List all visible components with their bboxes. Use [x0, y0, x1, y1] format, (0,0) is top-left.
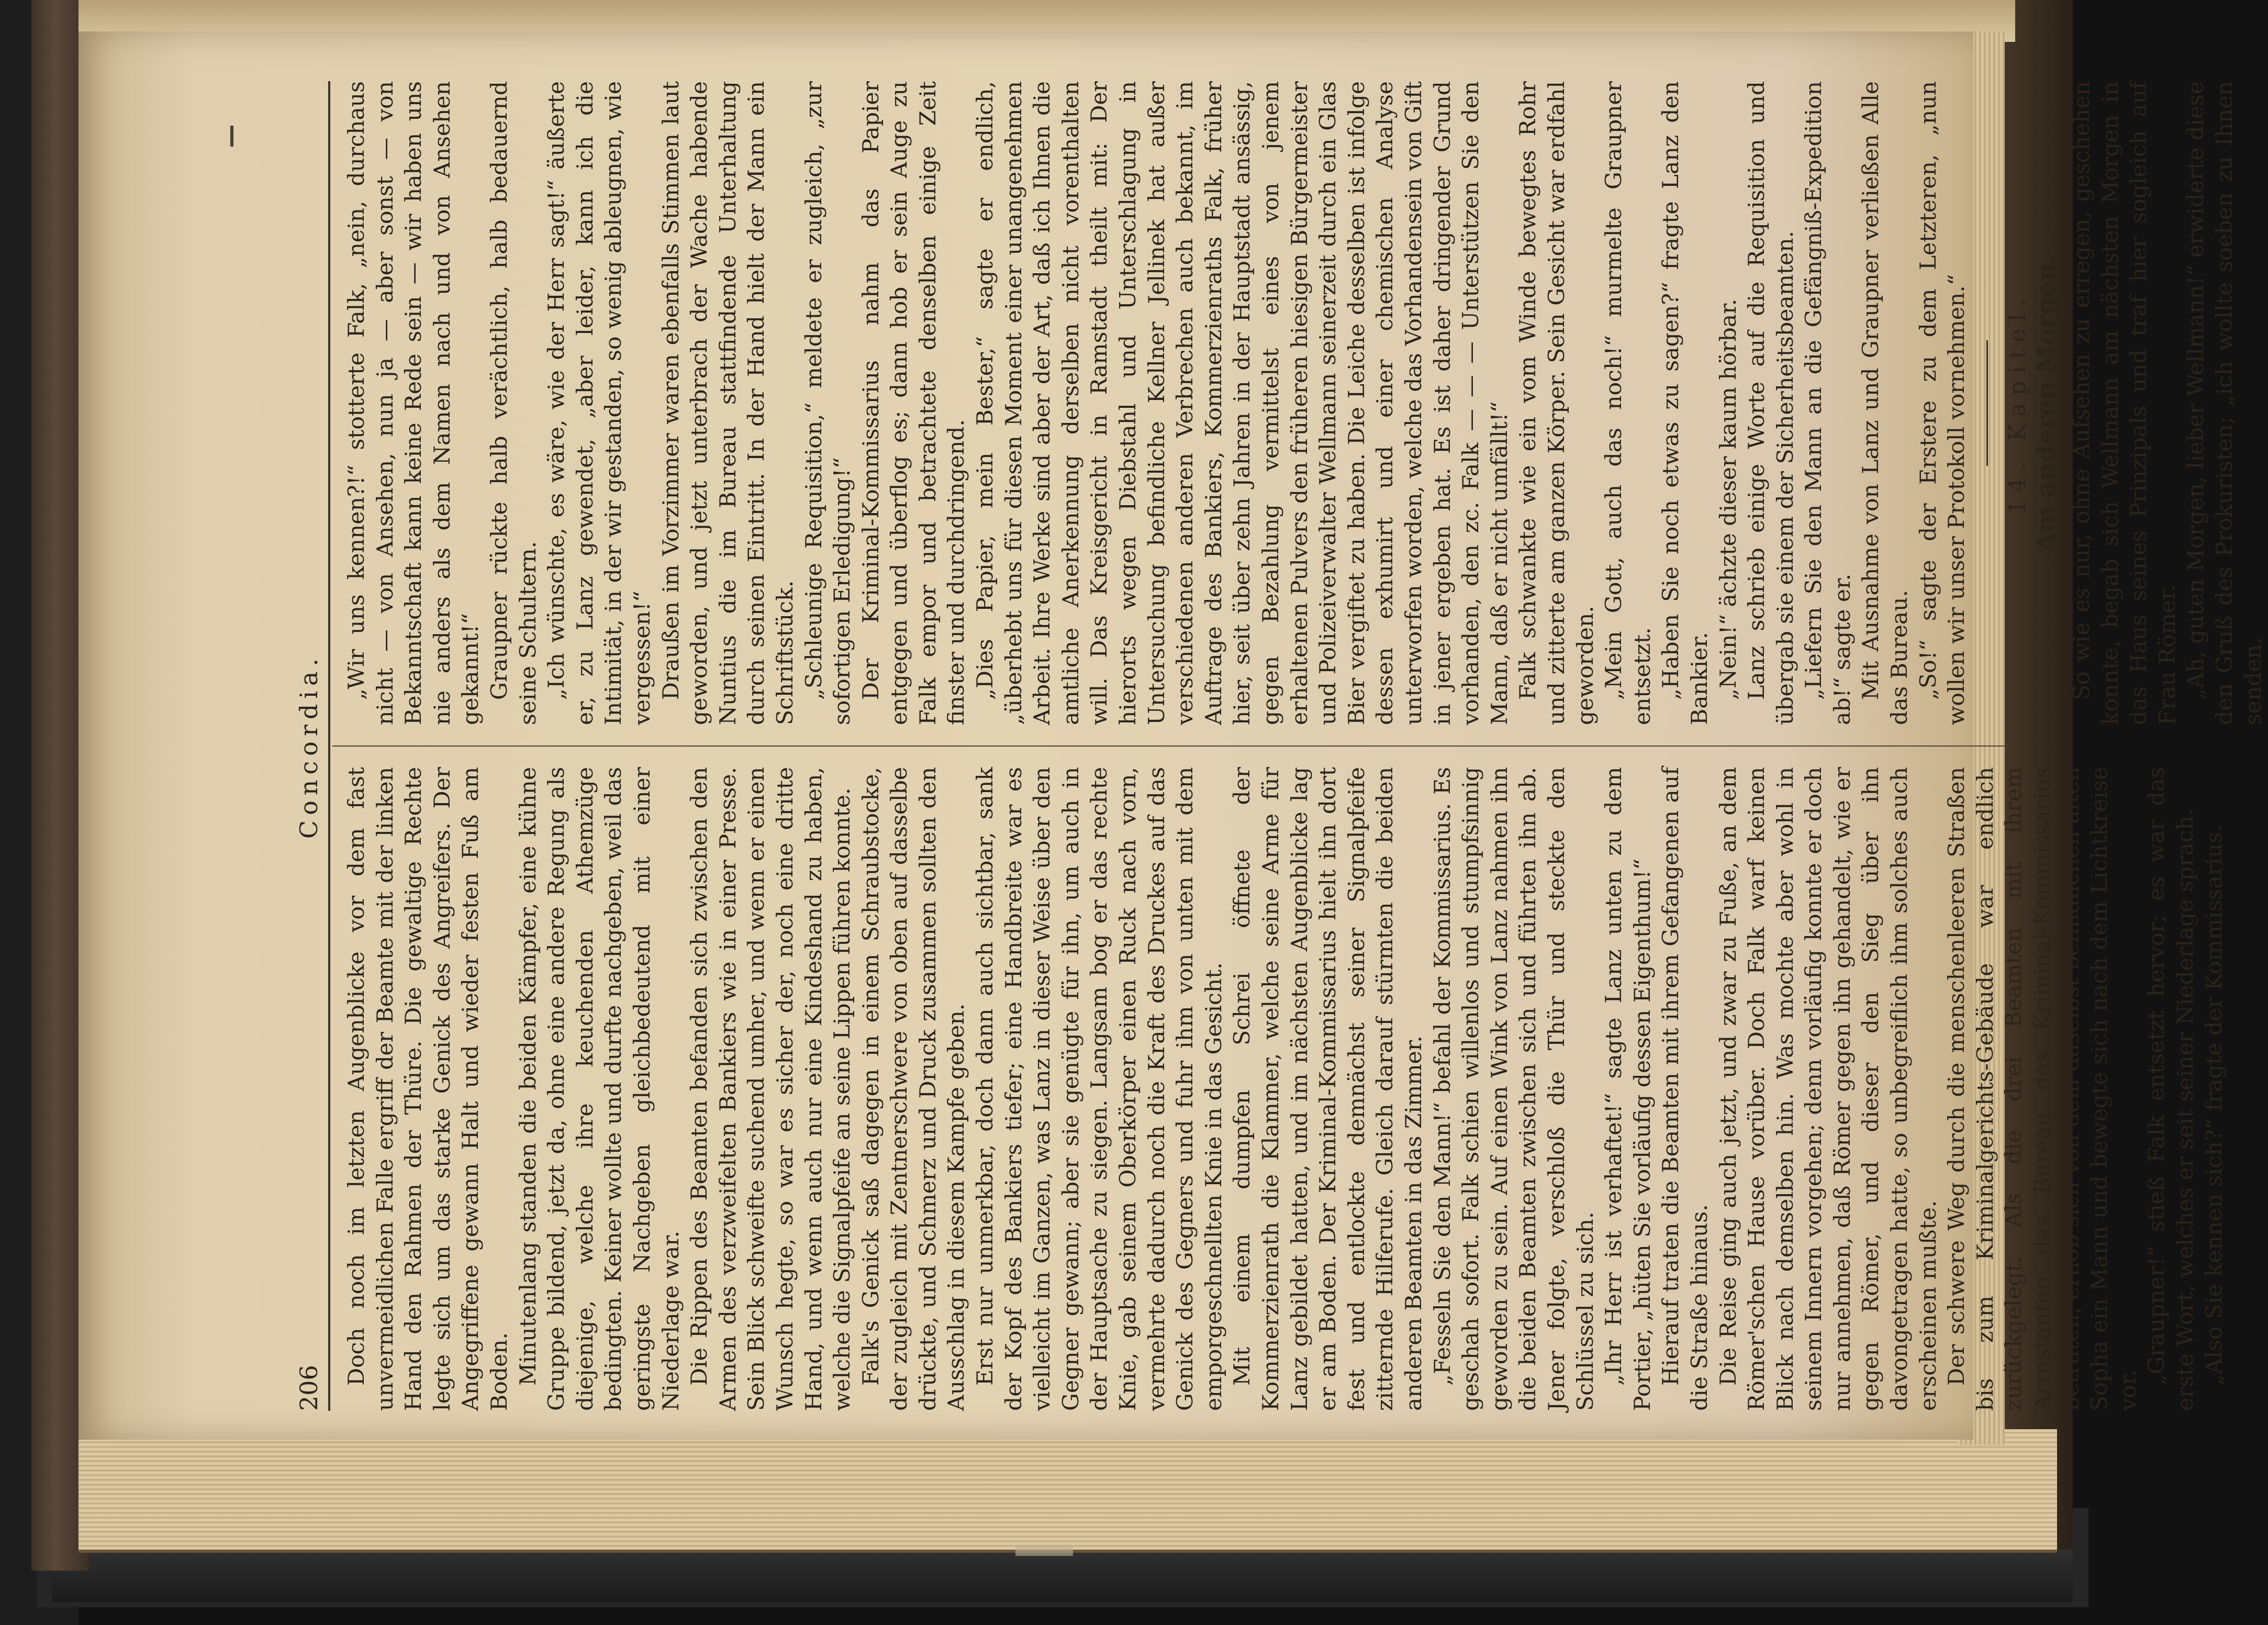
paragraph: Minutenlang standen die beiden Kämpfer, eine kühne Gruppe bildend, jetzt da, ohne eine andere Regung als diejenige, welche ihre keuchenden Athemzüge bedingten. Keiner wollte und durfte nachgeben, weil das geringste Nachgeben gleichbedeutend mit einer Niederlage war.: [515, 767, 684, 1411]
paragraph: „Also Sie kennen sich?“ fragte der Kommissarius.: [2201, 825, 2227, 1386]
paragraph: Hierauf traten die Beamten mit ihrem Gefangenen auf die Straße hinaus.: [1658, 767, 1713, 1411]
page-stack-edge: [79, 1429, 2057, 1553]
text-column-right: [343, 81, 2266, 725]
paragraph: Draußen im Vorzimmer waren ebenfalls Stimmen laut geworden, und jetzt unterbrach der Wache habende Nuntius die im Bureau stattfindende Unterhaltung durch seinen Eintritt. In der Hand hielt der Mann ein Schriftstück.: [658, 81, 798, 725]
paragraph: Der schwere Weg durch die menschenleeren Straßen bis zum Kriminalgerichts-Gebäude war endlich zurückgelegt. Als die drei Beamten mit ihrem Arrestanten das Bureau des Kriminal-Kommissarius betraten, erhob sich von dem daselbst befindlichen alten Sopha ein Mann und bewegte sich nach dem Lichtkreise vor.: [1944, 767, 2141, 1411]
paragraph: „Haben Sie noch etwas zu sagen?“ fragte Lanz den Bankier.: [1658, 81, 1713, 725]
header-rule: [328, 81, 330, 1411]
chapter-title: Am anderen Morgen.: [2031, 254, 2061, 552]
paragraph: „Schleunige Requisition,“ meldete er zugleich, „zur sofortigen Erledigung!“: [801, 81, 856, 725]
paragraph: Die Reise ging auch jetzt, und zwar zu Fuße, an dem Römer'schen Hause vorüber. Doch Falk warf keinen Blick nach demselben hin. Was mochte aber wohl in seinem Innern vorgehen; denn vorläufig konnte er doch nur annehmen, daß Römer gegen ihn gehandelt, wie er gegen Römer, und dieser den Sieg über ihn davongetragen hatte, so unbegreiflich ihm solches auch erscheinen mußte.: [1715, 767, 1941, 1411]
paragraph: Doch noch im letzten Augenblicke vor dem fast unvermeidlichen Falle ergriff der Beamte mit der linken Hand den Rahmen der Thüre. Die gewaltige Rechte legte sich um das starke Genick des Angreifers. Der Angegriffene gewann Halt und wieder festen Fuß am Boden.: [344, 767, 512, 1411]
paragraph: Mit Ausnahme von Lanz und Graupner verließen Alle das Bureau.: [1858, 81, 1913, 725]
column-divider: [332, 745, 2013, 747]
paragraph: „Dies Papier, mein Bester,“ sagte er endlich, „überhebt uns für diesen Moment einer unangenehmen Arbeit. Ihre Werke sind aber der Art, daß ich Ihnen die amtliche Anerkennung derselben nicht vorenthalten will. Das Kreisgericht in Ramstadt theilt mit: Der hierorts wegen Diebstahl und Unterschlagung in Untersuchung befindliche Kellner Jellinek hat außer verschiedenen anderen Verbrechen auch bekannt, im Auftrage des Bankiers, Kommerzienraths Falk, früher hier, seit über zehn Jahren in der Hauptstadt ansässig, gegen Bezahlung vermittelst eines von jenem erhaltenen Pulvers den früheren hiesigen Bürgermeister und Polizeiverwalter Wellmann seinerzeit durch ein Glas Bier vergiftet zu haben. Die Leiche desselben ist infolge dessen exhumirt und einer chemischen Analyse unterworfen worden, welche das Vorhandensein von Gift in jener ergeben hat. Es ist daher dringender Grund vorhanden, den zc. Falk — — — Unterstützen Sie den Mann, daß er nicht umfällt!“: [973, 81, 1513, 725]
book-page: [79, 31, 2266, 1440]
paragraph: Mit einem dumpfen Schrei öffnete der Kommerzienrath die Klammer, welche seine Arme für Lanz gebildet hatten, und im nächsten Augenblicke lag er am Boden. Der Kriminal-Kommissarius hielt ihn dort fest und entlockte demnächst seiner Signalpfeife zitternde Hilferufe. Gleich darauf stürmten die beiden anderen Beamten in das Zimmer.: [1230, 767, 1427, 1411]
chapter-number: 14. Kapitel.: [2004, 292, 2031, 515]
paragraph: Die Rippen des Beamten befanden sich zwischen den Armen des verzweifelten Bankiers wie in einer Presse. Sein Blick schweifte suchend umher, und wenn er einen Wunsch hegte, so war es sicher der, noch eine dritte Hand, und wenn auch nur eine Kindeshand zu haben, welche die Signalpfeife an seine Lippen führen konnte.: [687, 767, 856, 1411]
running-title: Concordia.: [295, 653, 323, 839]
paragraph: Falk schwankte wie ein vom Winde bewegtes Rohr und zitterte am ganzen Körper. Sein Gesicht war erdfahl geworden.: [1515, 81, 1599, 725]
paragraph: „So!“ sagte der Erstere zu dem Letzteren, „nun wollen wir unser Protokoll vornehmen.“: [1915, 81, 1970, 725]
paragraph: „Nein!“ ächzte dieser kaum hörbar.: [1715, 298, 1741, 700]
paragraph: „Ihr Herr ist verhaftet!“ sagte Lanz unten zu dem Portier, „hüten Sie vorläufig dessen Eigenthum!“: [1601, 767, 1656, 1411]
paragraph: Lanz schrieb einige Worte auf die Requisition und übergab sie einem der Sicherheitsbeamten.: [1744, 81, 1798, 725]
page-number: 206: [295, 1365, 323, 1411]
printed-text-block: [291, 71, 2266, 1421]
paragraph: Der Kriminal-Kommissarius nahm das Papier entgegen und überflog es; dann hob er sein Auge zu Falk empor und betrachtete denselben einige Zeit finster und durchdringend.: [858, 81, 970, 725]
text-column-left: [343, 767, 2227, 1411]
paragraph: „Graupner!“ stieß Falk entsetzt hervor; es war das erste Wort, welches er seit seiner Niederlage sprach.: [2144, 767, 2198, 1411]
paragraph: Graupner rückte halb verächtlich, halb bedauernd seine Schultern.: [486, 81, 541, 725]
chapter-divider: [1986, 340, 1988, 466]
paragraph: Erst nur unmerkbar, doch dann auch sichtbar, sank der Kopf des Bankiers tiefer; eine Handbreite war es vielleicht im Ganzen, was Lanz in dieser Weise über den Gegner gewann; aber sie genügte für ihn, um auch in der Hauptsache zu siegen. Langsam bog er das rechte Knie, gab seinem Oberkörper einen Ruck nach vorn, vermehrte dadurch noch die Kraft des Druckes auf das Genick des Gegners und fuhr ihm von unten mit dem emporgeschnellten Knie in das Gesicht.: [973, 767, 1227, 1411]
paragraph: So wie es nur, ohne Aufsehen zu erregen, geschehen konnte, begab sich Wellmann am nächsten Morgen in das Haus seines Prinzipals und traf hier sogleich auf Frau Römer.: [2069, 81, 2181, 725]
paragraph: „Fesseln Sie den Mann!“ befahl der Kommissarius. Es geschah sofort. Falk schien willenlos und stumpfsinnig geworden zu sein. Auf einen Wink von Lanz nahmen ihn die beiden Beamten zwischen sich und führten ihn ab. Jener folgte, verschloß die Thür und steckte den Schlüssel zu sich.: [1429, 767, 1599, 1411]
paragraph: „Liefern Sie den Mann an die Gefängniß-Expedition ab!“ sagte er.: [1801, 81, 1856, 725]
paragraph: „Mein Gott, auch das noch!“ murmelte Graupner entsetzt.: [1601, 81, 1656, 725]
paragraph: „Ich wünschte, es wäre, wie der Herr sagt!“ äußerte er, zu Lanz gewendet, „aber leider, kann ich die Intimität, in der wir gestanden, so wenig ableugnen, wie vergessen!“: [544, 81, 655, 725]
paragraph: „Ah, guten Morgen, lieber Wellmann!“ erwiderte diese den Gruß des Prokuristen; „ich wollte soeben zu Ihnen senden.: [2183, 81, 2266, 725]
margin-mark: [230, 126, 233, 147]
paragraph: Falk's Genick saß dagegen in einem Schraubstocke, der zugleich mit Zentnerschwere von oben auf dasselbe drückte, und Schmerz und Druck zusammen sollten den Ausschlag in diesem Kampfe geben.: [858, 767, 970, 1411]
page-foot-mark: [1015, 1546, 1073, 1556]
page-header: [291, 71, 327, 1421]
paragraph: „Wir uns kennen?!“ stotterte Falk, „nein, durchaus nicht — von Ansehen, nun ja — aber sonst — von Bekanntschaft kann keine Rede sein — wir haben uns nie anders als dem Namen nach und von Ansehen gekannt!“: [344, 81, 484, 725]
